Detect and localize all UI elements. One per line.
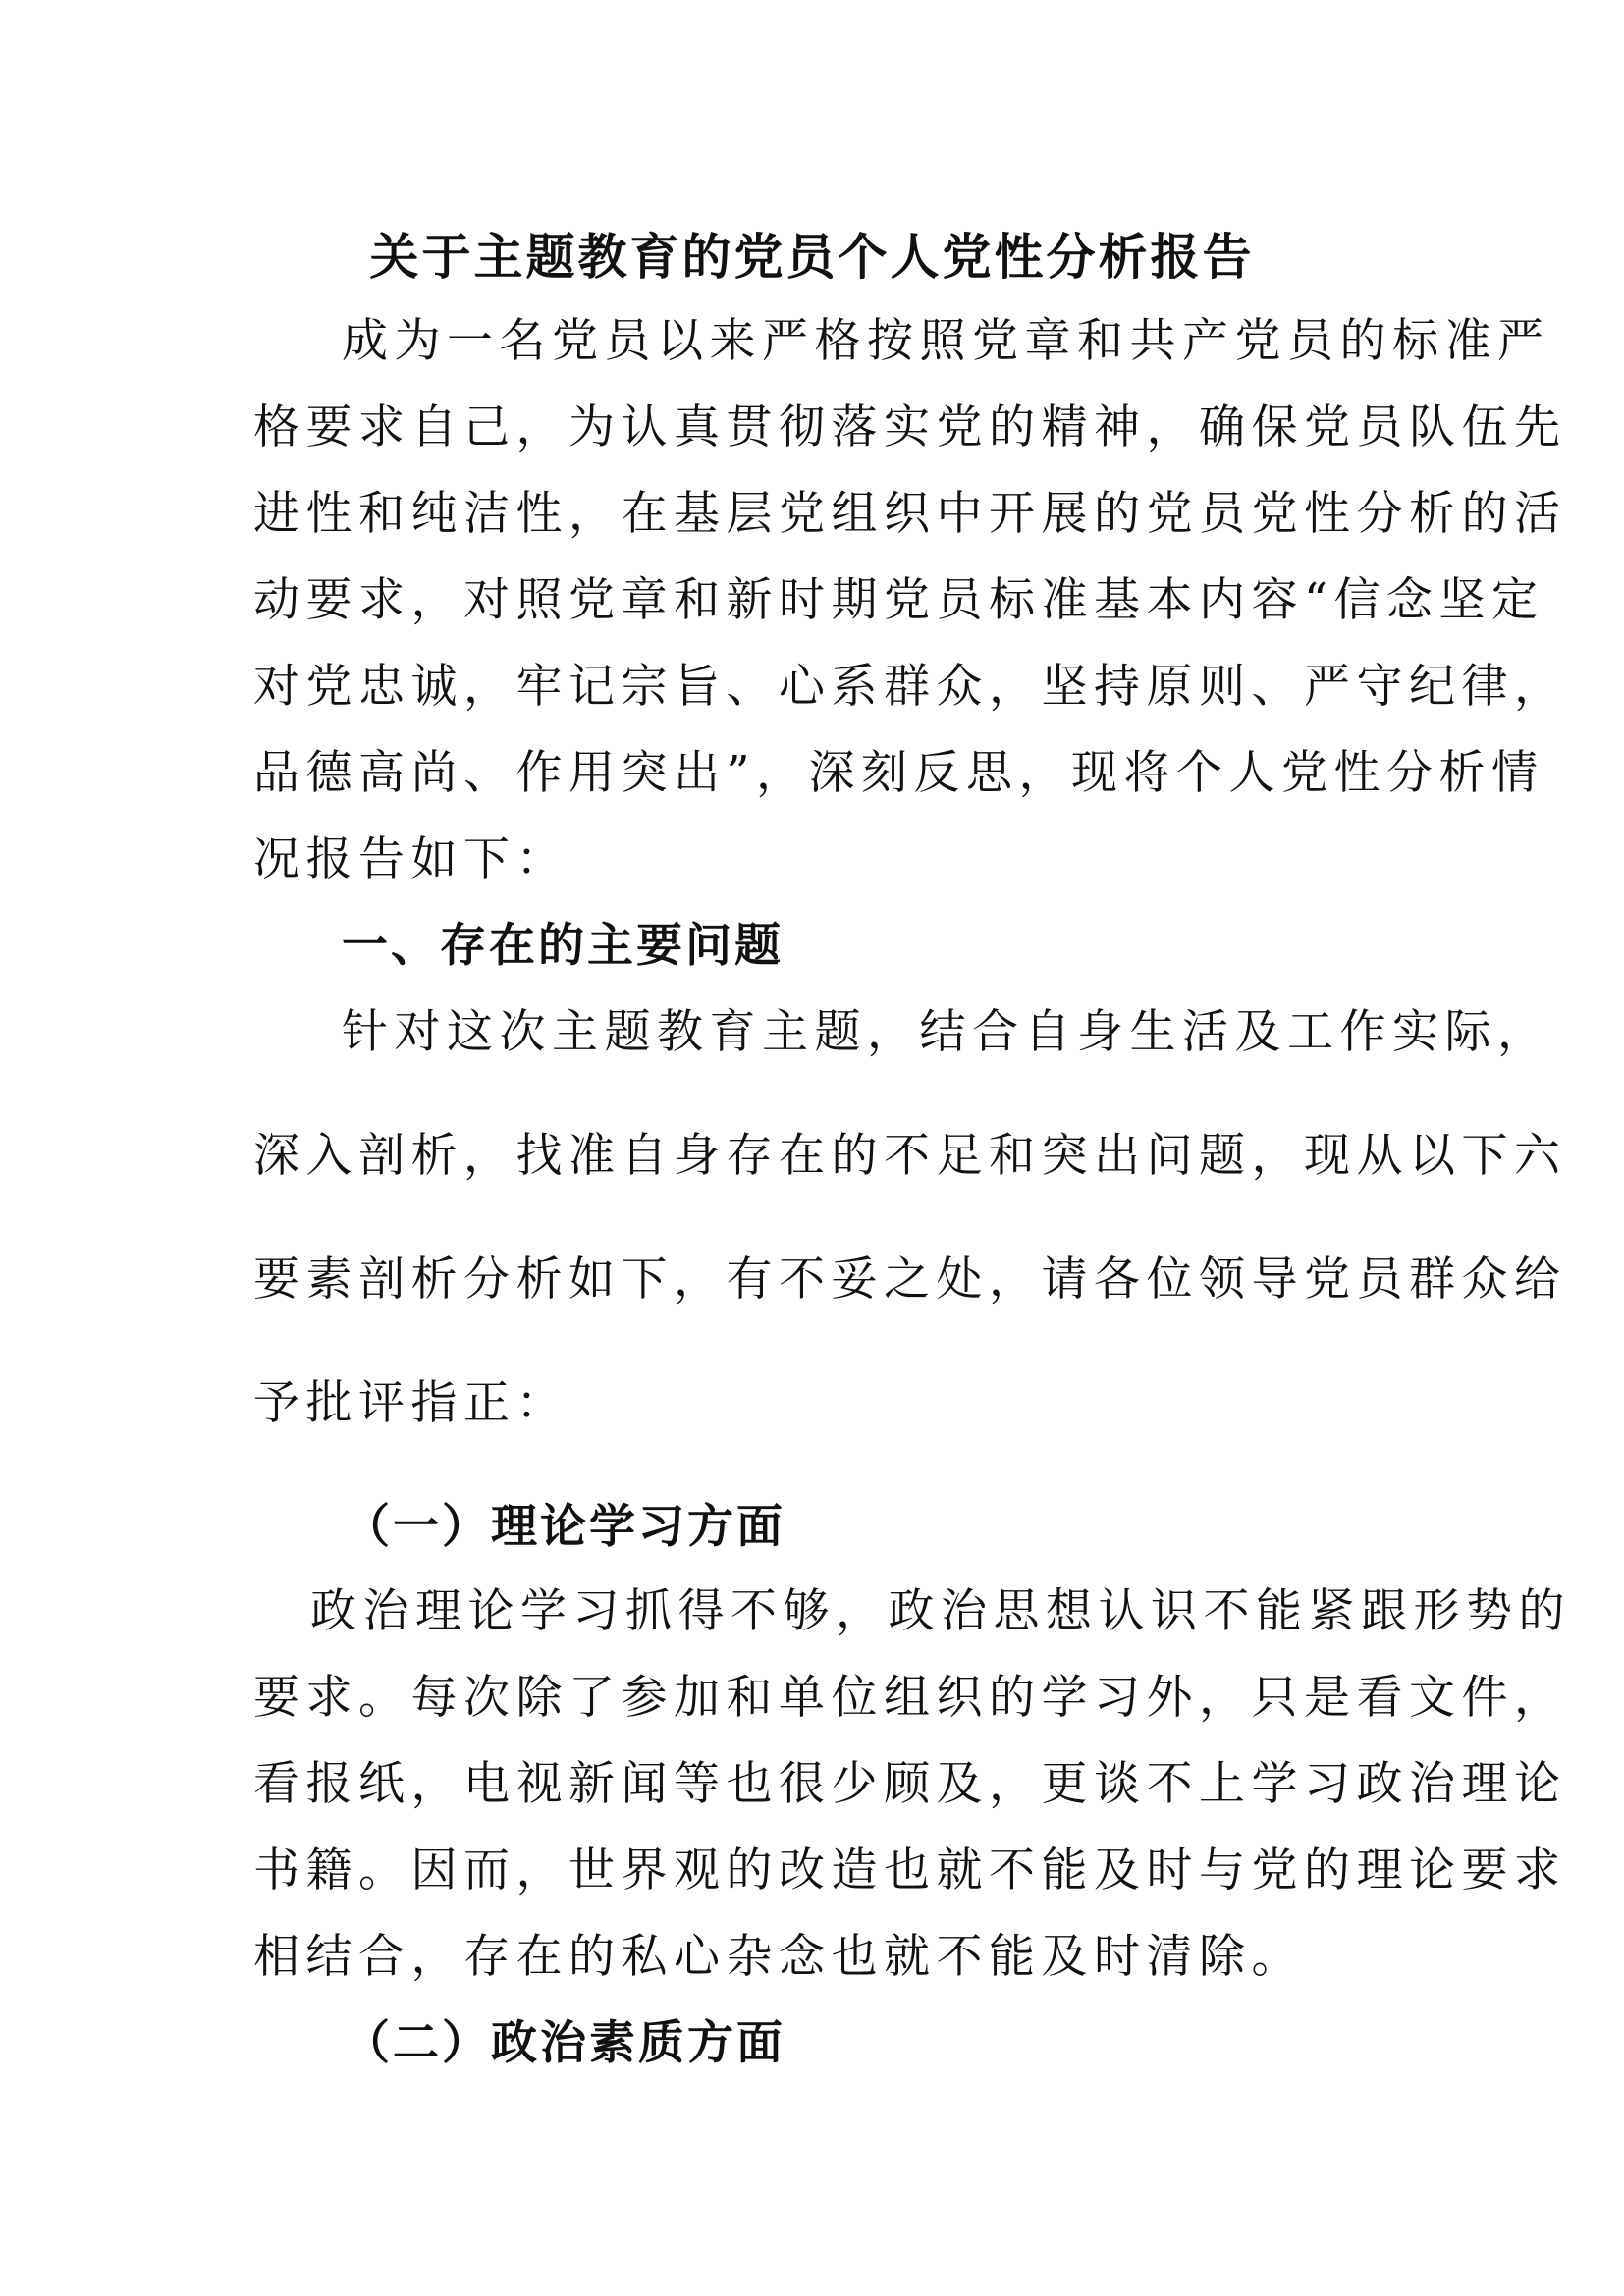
subsection-1-line-2: 要求。每次除了参加和单位组织的学习外，只是看文件，: [253, 1671, 1567, 1725]
intro-line-6: 品德高尚、作用突出”，深刻反思，现将个人党性分析情: [253, 746, 1544, 800]
section-1-line-2: 深入剖析，找准自身存在的不足和突出问题，现从以下六: [253, 1129, 1567, 1183]
section-1-line-3: 要素剖析分析如下，有不妥之处，请各位领导党员群众给: [253, 1253, 1567, 1307]
document-title: 关于主题教育的党员个人党性分析报告: [369, 228, 1255, 286]
intro-line-1: 成为一名党员以来严格按照党章和共产党员的标准严: [342, 314, 1550, 368]
section-1-heading: 一、存在的主要问题: [342, 919, 784, 973]
subsection-2-heading: （二）政治素质方面: [344, 2016, 785, 2070]
subsection-1-line-5: 相结合，存在的私心杂念也就不能及时清除。: [253, 1930, 1304, 1984]
intro-line-4: 动要求，对照党章和新时期党员标准基本内容“信念坚定: [253, 573, 1544, 627]
intro-line-5: 对党忠诚，牢记宗旨、心系群众，坚持原则、严守纪律，: [253, 660, 1567, 714]
intro-line-3: 进性和纯洁性，在基层党组织中开展的党员党性分析的活: [253, 487, 1567, 541]
intro-line-7: 况报告如下：: [253, 832, 568, 886]
subsection-1-line-3: 看报纸，电视新闻等也很少顾及，更谈不上学习政治理论: [253, 1757, 1567, 1811]
subsection-1-line-1: 政治理论学习抓得不够，政治思想认识不能紧跟形势的: [310, 1584, 1571, 1638]
intro-line-2: 格要求自己，为认真贯彻落实党的精神，确保党员队伍先: [253, 400, 1567, 454]
section-1-line-1: 针对这次主题教育主题，结合自身生活及工作实际，: [342, 1005, 1550, 1059]
subsection-1-heading: （一）理论学习方面: [344, 1500, 785, 1554]
subsection-1-line-4: 书籍。因而，世界观的改造也就不能及时与党的理论要求: [253, 1843, 1567, 1897]
section-1-line-4: 予批评指正：: [253, 1376, 568, 1430]
